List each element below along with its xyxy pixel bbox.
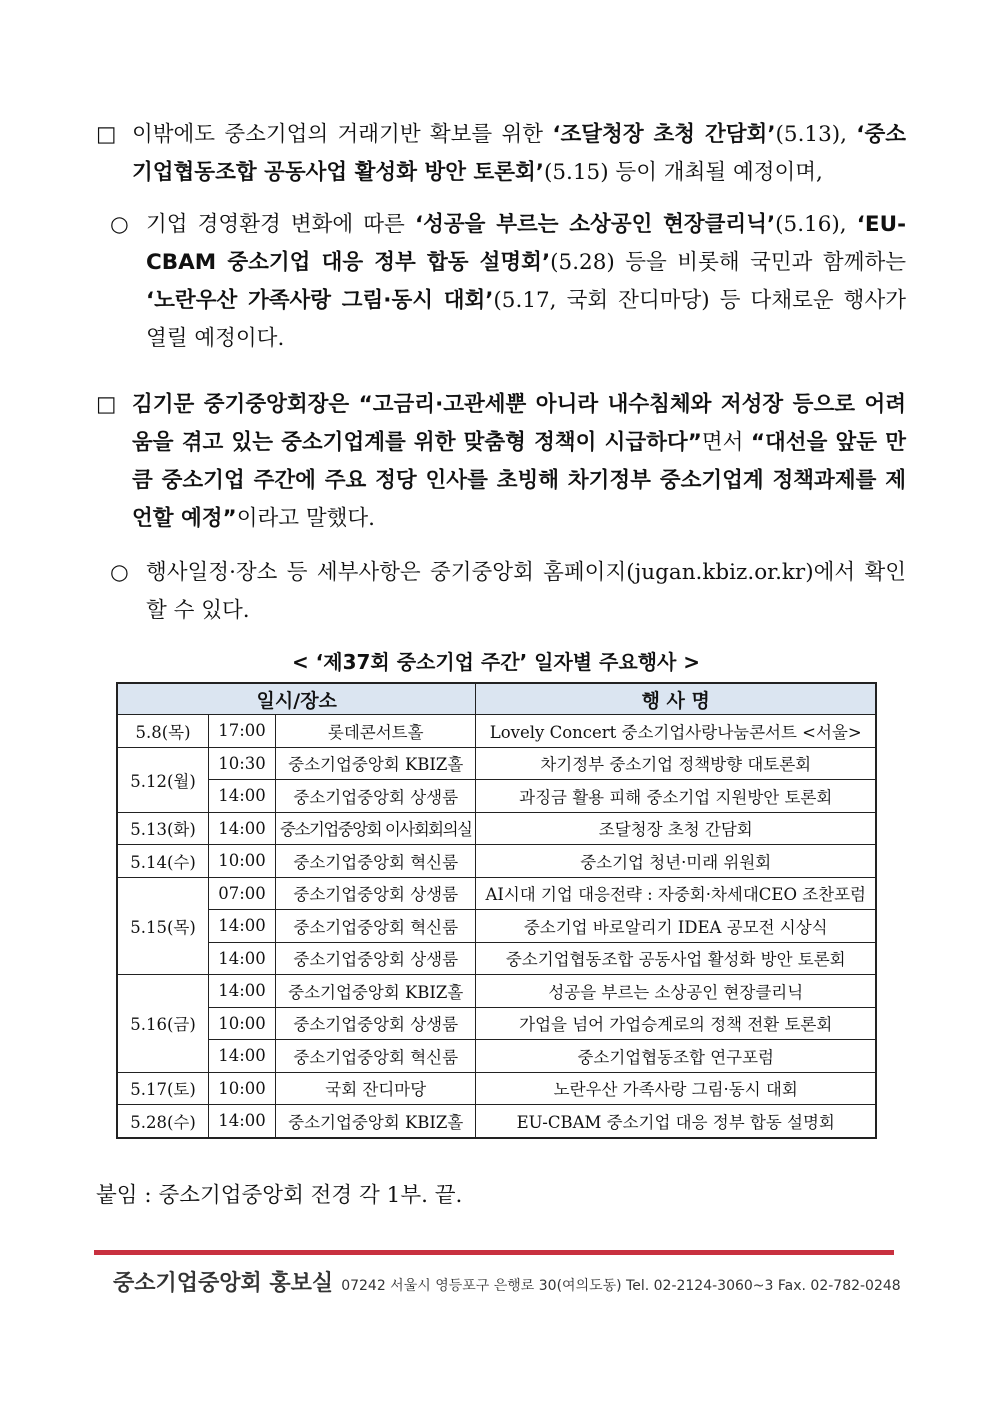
cell-event: 성공을 부르는 소상공인 현장클리닉 bbox=[476, 975, 876, 1008]
table-row bbox=[117, 1072, 876, 1105]
table-row bbox=[117, 877, 876, 910]
cell-time: 14:00 bbox=[209, 1040, 276, 1073]
attachment-note: 붙임 : 중소기업중앙회 전경 각 1부. 끝. bbox=[96, 1183, 463, 1208]
table-header-row bbox=[117, 683, 876, 715]
cell-place: 중소기업중앙회 혁신룸 bbox=[276, 845, 476, 878]
cell-time: 10:00 bbox=[209, 1072, 276, 1105]
cell-time: 14:00 bbox=[209, 1105, 276, 1138]
header-datetime: 일시/장소 bbox=[117, 683, 476, 715]
table-row bbox=[117, 747, 876, 780]
cell-time: 10:30 bbox=[209, 747, 276, 780]
cell-place: 중소기업중앙회 이사회회의실 bbox=[276, 812, 476, 845]
circle-bullet: ○ bbox=[110, 212, 129, 237]
cell-time: 14:00 bbox=[209, 942, 276, 975]
table-row bbox=[117, 1040, 876, 1073]
cell-place: 롯데콘서트홀 bbox=[276, 715, 476, 748]
table-row bbox=[117, 812, 876, 845]
cell-place: 중소기업중앙회 혁신룸 bbox=[276, 1040, 476, 1073]
cell-time: 07:00 bbox=[209, 877, 276, 910]
table-row bbox=[117, 715, 876, 748]
cell-place: 중소기업중앙회 상생룸 bbox=[276, 942, 476, 975]
footer-divider bbox=[94, 1250, 894, 1255]
cell-date: 5.12(월) bbox=[117, 747, 209, 812]
table-row bbox=[117, 942, 876, 975]
circle-bullet: ○ bbox=[110, 560, 129, 585]
cell-event: 중소기업 청년·미래 위원회 bbox=[476, 845, 876, 878]
table-row bbox=[117, 910, 876, 943]
paragraph-chairman-quote: □ 김기문 중기중앙회장은 “고금리·고관세뿐 아니라 내수침체와 저성장 등으로 어려움을 겪고 있는 중소기업계를 위한 맞춤형 정책이 시급하다”면서 “대선을 앞둔 만큼 중소기업 주간에 주요 정당 인사를 초빙해 차기정부 중소기업계 정책과제를 제언할 예정”이라고 말했다. bbox=[96, 386, 906, 538]
cell-time: 14:00 bbox=[209, 780, 276, 813]
cell-place: 중소기업중앙회 KBIZ홀 bbox=[276, 1105, 476, 1138]
header-event: 행 사 명 bbox=[476, 683, 876, 715]
cell-time: 10:00 bbox=[209, 1007, 276, 1040]
cell-date: 5.17(토) bbox=[117, 1072, 209, 1105]
cell-place: 국회 잔디마당 bbox=[276, 1072, 476, 1105]
table-row bbox=[117, 975, 876, 1008]
paragraph-other-events: ○ 기업 경영환경 변화에 따른 ‘성공을 부르는 소상공인 현장클리닉’(5.16), ‘EU-CBAM 중소기업 대응 정부 합동 설명회’(5.28) 등을 비롯해 국민과 함께하는 ‘노란우산 가족사랑 그림·동시 대회’(5.17, 국회 잔디마당) 등 다채로운 행사가 열릴 예정이다. bbox=[110, 206, 906, 358]
schedule-table bbox=[116, 682, 877, 1139]
cell-event: 노란우산 가족사랑 그림·동시 대회 bbox=[476, 1072, 876, 1105]
cell-event: EU-CBAM 중소기업 대응 정부 합동 설명회 bbox=[476, 1105, 876, 1138]
cell-date: 5.15(목) bbox=[117, 877, 209, 975]
table-caption: < ‘제37회 중소기업 주간’ 일자별 주요행사 > bbox=[291, 650, 701, 674]
paragraph-details-info: ○ 행사일정·장소 등 세부사항은 중기중앙회 홈페이지(jugan.kbiz.or.kr)에서 확인할 수 있다. bbox=[110, 554, 906, 630]
square-bullet: □ bbox=[96, 122, 117, 147]
cell-event: 과징금 활용 피해 중소기업 지원방안 토론회 bbox=[476, 780, 876, 813]
cell-date: 5.8(목) bbox=[117, 715, 209, 748]
cell-event: 차기정부 중소기업 정책방향 대토론회 bbox=[476, 747, 876, 780]
table-row bbox=[117, 1105, 876, 1138]
cell-event: 중소기업협동조합 공동사업 활성화 방안 토론회 bbox=[476, 942, 876, 975]
table-row bbox=[117, 1007, 876, 1040]
cell-time: 14:00 bbox=[209, 812, 276, 845]
cell-place: 중소기업중앙회 KBIZ홀 bbox=[276, 975, 476, 1008]
cell-event: AI시대 기업 대응전략 : 자중회·차세대CEO 조찬포럼 bbox=[476, 877, 876, 910]
cell-time: 14:00 bbox=[209, 910, 276, 943]
cell-date: 5.28(수) bbox=[117, 1105, 209, 1138]
cell-place: 중소기업중앙회 상생룸 bbox=[276, 877, 476, 910]
cell-date: 5.14(수) bbox=[117, 845, 209, 878]
cell-time: 17:00 bbox=[209, 715, 276, 748]
paragraph-trade-events: □ 이밖에도 중소기업의 거래기반 확보를 위한 ‘조달청장 초청 간담회’(5.13), ‘중소기업협동조합 공동사업 활성화 방안 토론회’(5.15) 등이 개최될 예정이며, bbox=[96, 116, 906, 192]
cell-event: 중소기업협동조합 연구포럼 bbox=[476, 1040, 876, 1073]
cell-place: 중소기업중앙회 상생룸 bbox=[276, 780, 476, 813]
cell-place: 중소기업중앙회 혁신룸 bbox=[276, 910, 476, 943]
square-bullet: □ bbox=[96, 392, 117, 417]
footer-address: 07242 서울시 영등포구 은행로 30(여의도동) Tel. 02-2124-3060~3 Fax. 02-782-0248 bbox=[341, 1278, 901, 1294]
cell-date: 5.16(금) bbox=[117, 975, 209, 1073]
table-row bbox=[117, 780, 876, 813]
cell-event: 조달청장 초청 간담회 bbox=[476, 812, 876, 845]
cell-time: 14:00 bbox=[209, 975, 276, 1008]
cell-date: 5.13(화) bbox=[117, 812, 209, 845]
cell-time: 10:00 bbox=[209, 845, 276, 878]
cell-place: 중소기업중앙회 상생룸 bbox=[276, 1007, 476, 1040]
cell-event: 가업을 넘어 가업승계로의 정책 전환 토론회 bbox=[476, 1007, 876, 1040]
cell-place: 중소기업중앙회 KBIZ홀 bbox=[276, 747, 476, 780]
footer bbox=[113, 1266, 901, 1297]
table-row bbox=[117, 845, 876, 878]
cell-event: 중소기업 바로알리기 IDEA 공모전 시상식 bbox=[476, 910, 876, 943]
cell-event: Lovely Concert 중소기업사랑나눔콘서트 <서울> bbox=[476, 715, 876, 748]
footer-org: 중소기업중앙회 홍보실 bbox=[113, 1271, 334, 1296]
